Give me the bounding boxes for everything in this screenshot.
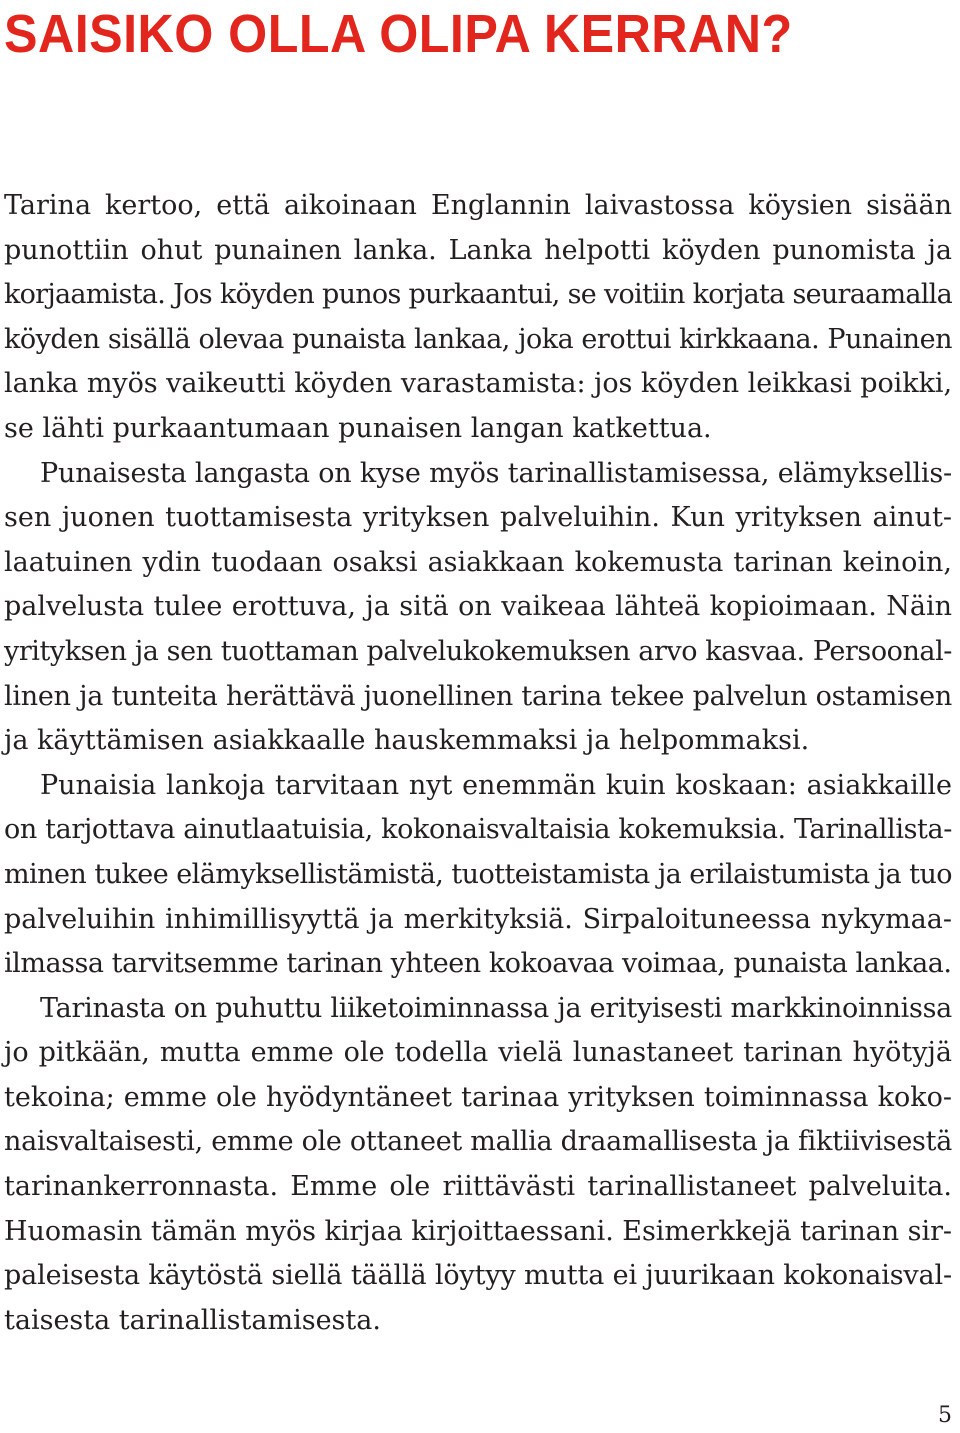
text-line: Punaisia lankoja tarvitaan nyt enemmän kuin koskaan: asiakkaille xyxy=(40,769,952,801)
text-line: korjaamista. Jos köyden punos purkaantui, se voitiin korjata seuraamalla xyxy=(4,279,952,311)
page-number: 5 xyxy=(938,1403,952,1428)
text-line: laatuinen ydin tuodaan osaksi asiakkaan kokemusta tarinan keinoin, xyxy=(4,546,952,578)
text-line: Punaisesta langasta on kyse myös tarinallistamisessa, elämyksellis- xyxy=(40,457,952,489)
text-line: jo pitkään, mutta emme ole todella vielä lunastaneet tarinan hyötyjä xyxy=(4,1037,952,1069)
text-line: minen tukee elämyksellistämistä, tuotteistamista ja erilaistumista ja tuo xyxy=(4,858,952,890)
text-line: lanka myös vaikeutti köyden varastamista: jos köyden leikkasi poikki, xyxy=(4,368,952,400)
text-line: palvelusta tulee erottuva, ja sitä on vaikeaa lähteä kopioimaan. Näin xyxy=(4,591,952,623)
text-line: sen juonen tuottamisesta yrityksen palveluihin. Kun yrityksen ainut- xyxy=(4,502,952,534)
text-line: naisvaltaisesti, emme ole ottaneet mallia draamallisesta ja fiktiivisestä xyxy=(4,1126,953,1158)
text-line: punottiin ohut punainen lanka. Lanka helpotti köyden punomista ja xyxy=(4,234,952,266)
page-title: SAISIKO OLLA OLIPA KERRAN? xyxy=(4,4,793,64)
text-line: Tarina kertoo, että aikoinaan Englannin laivastossa köysien sisään xyxy=(4,190,952,221)
text-line: on tarjottava ainutlaatuisia, kokonaisvaltaisia kokemuksia. Tarinallista- xyxy=(4,814,952,846)
text-line: taisesta tarinallistamisesta. xyxy=(4,1304,381,1336)
text-line: yrityksen ja sen tuottaman palvelukokemuksen arvo kasvaa. Persoonal- xyxy=(4,635,952,667)
body-text xyxy=(4,184,952,1343)
text-line: palveluihin inhimillisyyttä ja merkityksiä. Sirpaloituneessa nykymaa- xyxy=(4,903,952,935)
text-line: paleisesta käytöstä siellä täällä löytyy mutta ei juurikaan kokonaisval- xyxy=(4,1260,952,1292)
text-line: tarinankerronnasta. Emme ole riittävästi tarinallistaneet palveluita. xyxy=(4,1171,952,1203)
text-line: se lähti purkaantumaan punaisen langan katkettua. xyxy=(4,412,712,444)
text-line: ilmassa tarvitsemme tarinan yhteen kokoavaa voimaa, punaista lankaa. xyxy=(4,948,952,980)
text-line: köyden sisällä olevaa punaista lankaa, joka erottui kirkkaana. Punainen xyxy=(4,323,952,355)
text-line: Huomasin tämän myös kirjaa kirjoittaessani. Esimerkkejä tarinan sir- xyxy=(4,1215,952,1247)
text-line: ja käyttämisen asiakkaalle hauskemmaksi ja helpommaksi. xyxy=(4,725,810,757)
text-line: linen ja tunteita herättävä juonellinen tarina tekee palvelun ostamisen xyxy=(4,680,952,712)
text-line: tekoina; emme ole hyödyntäneet tarinaa yrityksen toiminnassa koko- xyxy=(4,1081,952,1113)
text-line: Tarinasta on puhuttu liiketoiminnassa ja erityisesti markkinoinnissa xyxy=(40,992,952,1024)
